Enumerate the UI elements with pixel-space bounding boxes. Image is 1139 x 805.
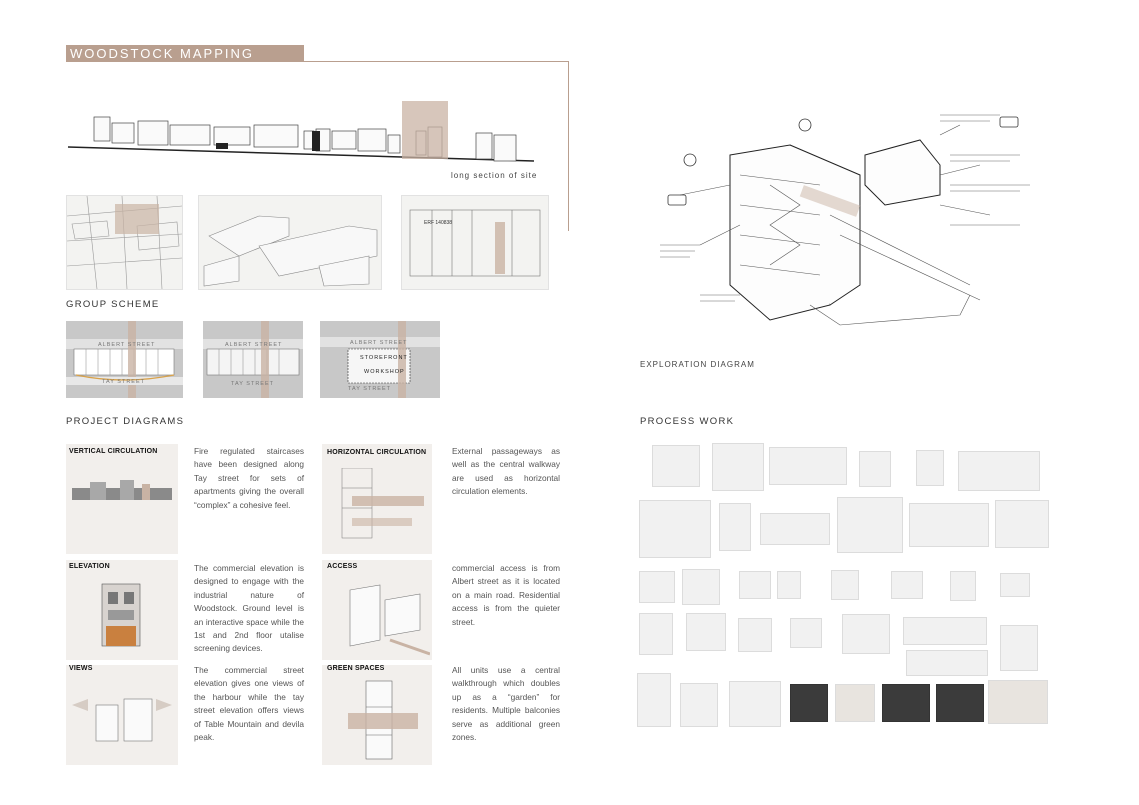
storefront-label: STOREFRONT (360, 355, 408, 361)
process-sketch-thumbnail (739, 571, 771, 599)
process-sketch-thumbnail (909, 503, 989, 547)
long-section-drawing (66, 95, 536, 170)
elevation-drawing (98, 580, 144, 650)
street-label-bottom-1: TAY STREET (102, 379, 146, 385)
views-panel (66, 665, 178, 765)
access-panel (322, 560, 432, 660)
process-sketch-thumbnail (891, 571, 923, 599)
elevation-text: The commercial elevation is designed to engage with the industrial nature of Woodstock. Ground level is an interactive space while the 1st and 2nd floor utalise screening devices. (194, 563, 304, 654)
street-label-bottom-3: TAY STREET (348, 386, 392, 392)
process-sketch-thumbnail (738, 618, 772, 652)
process-sketch-thumbnail (639, 500, 711, 558)
street-label-top-2: ALBERT STREET (225, 342, 283, 348)
views-label: VIEWS (69, 665, 93, 672)
exploration-diagram (640, 95, 1090, 345)
process-sketch-thumbnail (790, 618, 822, 648)
process-sketch-thumbnail (719, 503, 751, 551)
project-diagrams-heading: PROJECT DIAGRAMS (66, 416, 185, 427)
street-label-bottom-2: TAY STREET (231, 381, 275, 387)
vertical-circulation-text: Fire regulated staircases have been designed along Tay street for sets of apartments giving the overall “complex” a cohesive feel. (194, 446, 304, 510)
green-spaces-drawing (342, 677, 422, 763)
green-spaces-label: GREEN SPACES (327, 665, 385, 672)
frame-line-right (568, 61, 569, 231)
process-sketch-thumbnail (729, 681, 781, 727)
street-label-top-3: ALBERT STREET (350, 340, 408, 346)
elevation-label: ELEVATION (69, 563, 110, 570)
process-sketch-thumbnail (831, 570, 859, 600)
process-sketch-thumbnail (769, 447, 847, 485)
horizontal-circulation-drawing (332, 468, 424, 550)
views-drawing (70, 685, 174, 755)
site-street-perspective (198, 195, 382, 290)
process-sketch-thumbnail (906, 650, 988, 676)
vertical-circulation-label: VERTICAL CIRCULATION (69, 448, 158, 455)
process-sketch-thumbnail (639, 571, 675, 603)
process-model-photo (988, 680, 1048, 724)
process-sketch-thumbnail (682, 569, 720, 605)
process-sketch-thumbnail (1000, 625, 1038, 671)
process-sketch-thumbnail (639, 613, 673, 655)
process-sketch-thumbnail (680, 683, 718, 727)
access-drawing (340, 580, 430, 656)
process-sketch-thumbnail (637, 673, 671, 727)
views-text: The commercial street elevation gives one views of the harbour while the tay street elevation offers views of Table Mountain and devila peak. (194, 665, 304, 743)
process-sketch-thumbnail (837, 497, 903, 553)
process-sketch-thumbnail (916, 450, 944, 486)
green-spaces-panel (322, 665, 432, 765)
process-sketch-thumbnail (1000, 573, 1030, 597)
access-label: ACCESS (327, 563, 358, 570)
site-plan-erf (401, 195, 549, 290)
process-sketch-thumbnail (859, 451, 891, 487)
green-spaces-text: All units use a central walkthrough which doubles up as a “garden” for residents. Multiple balconies serve as additional green zones. (452, 665, 560, 743)
process-sketch-thumbnail (903, 617, 987, 645)
elevation-panel (66, 560, 178, 660)
process-sketch-thumbnail (686, 613, 726, 651)
page-title: WOODSTOCK MAPPING (66, 45, 304, 62)
frame-line-top (66, 61, 569, 62)
process-model-photo (936, 684, 984, 722)
process-sketch-thumbnail (958, 451, 1040, 491)
process-sketch-thumbnail (995, 500, 1049, 548)
process-sketch-thumbnail (777, 571, 801, 599)
street-label-top-1: ALBERT STREET (98, 342, 156, 348)
long-section-caption: long section of site (451, 171, 538, 180)
process-sketch-thumbnail (652, 445, 700, 487)
group-scheme-heading: GROUP SCHEME (66, 299, 160, 310)
process-sketch-thumbnail (950, 571, 976, 601)
access-text: commercial access is from Albert street as it is located on a main road. Residential access is from the quieter street. (452, 563, 560, 627)
process-model-photo (790, 684, 828, 722)
horizontal-circulation-panel (322, 444, 432, 554)
process-sketch-thumbnail (842, 614, 890, 654)
site-plan-label: ERF 140838 (424, 220, 453, 226)
group-scheme-diagram-1 (66, 321, 183, 398)
vertical-circulation-drawing (72, 478, 172, 508)
process-sketch-thumbnail (760, 513, 830, 545)
site-map-plan (66, 195, 183, 290)
process-model-photo (882, 684, 930, 722)
group-scheme-diagram-2 (203, 321, 303, 398)
group-scheme-diagram-3 (320, 321, 440, 398)
horizontal-circulation-label: HORIZONTAL CIRCULATION (327, 449, 427, 456)
process-work-heading: PROCESS WORK (640, 416, 735, 427)
exploration-caption: EXPLORATION DIAGRAM (640, 360, 755, 369)
process-sketch-thumbnail (712, 443, 764, 491)
vertical-circulation-panel (66, 444, 178, 554)
process-model-photo (835, 684, 875, 722)
workshop-label: WORKSHOP (364, 369, 405, 375)
horizontal-circulation-text: External passageways as well as the central walkway are used as horizontal circulation elements. (452, 446, 560, 497)
